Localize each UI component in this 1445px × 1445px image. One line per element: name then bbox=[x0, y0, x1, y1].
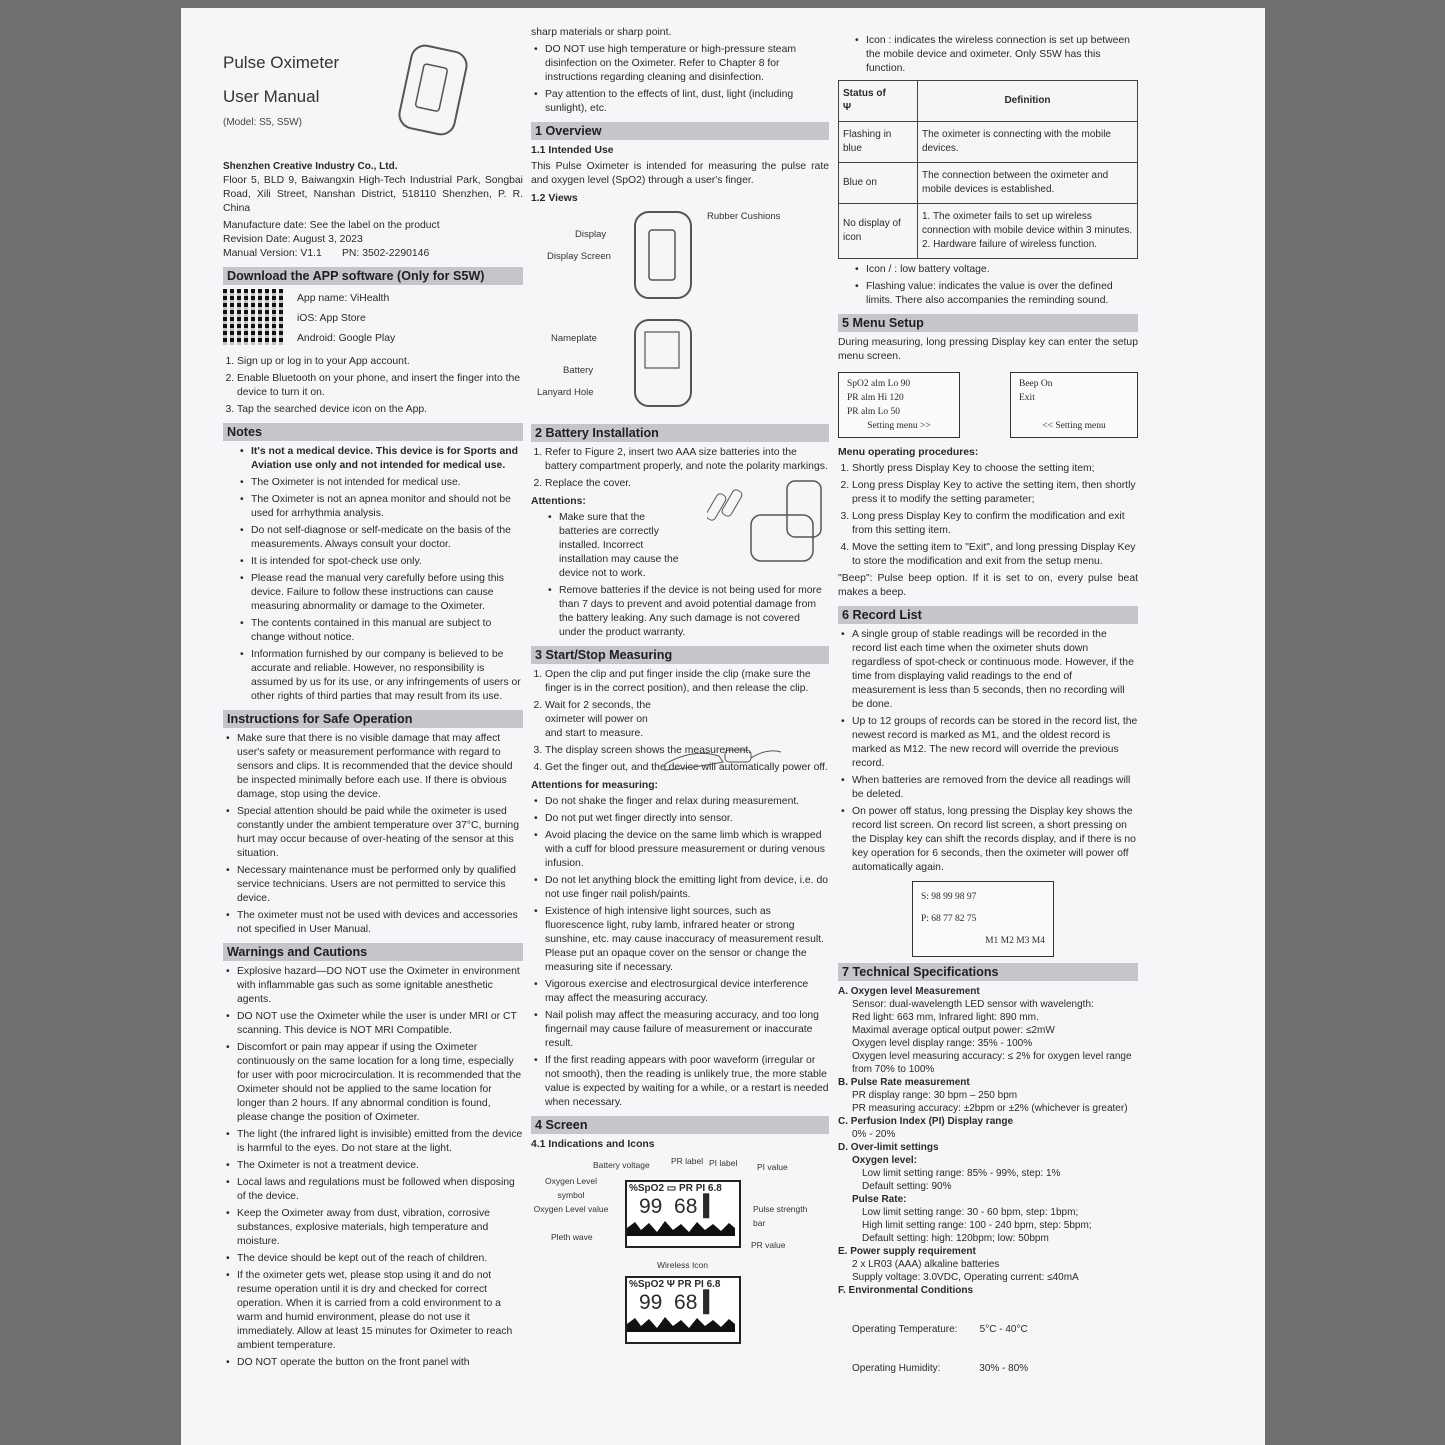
table-cell: 1. The oximeter fails to set up wireless connection with mobile device within 3 minutes. 2. Hardware failure of wireless function. bbox=[918, 204, 1138, 259]
record-list bbox=[838, 628, 1138, 875]
table-row bbox=[839, 163, 1138, 204]
qr-code-icon bbox=[223, 289, 283, 345]
measuring-item: • Do not let anything block the emitting light from device, i.e. do not use finger nail polish/paints. bbox=[545, 874, 829, 902]
cont-line: sharp materials or sharp point. bbox=[531, 27, 672, 38]
lcd-battery-icon: ▭ bbox=[666, 1183, 677, 1194]
label-pi-value: PI value bbox=[757, 1162, 788, 1172]
title-line2: User Manual bbox=[223, 87, 320, 106]
views-figure bbox=[531, 208, 829, 418]
table-header-status: Status of bbox=[843, 88, 886, 99]
safe-item: • The oximeter must not be used with devices and accessories not specified in User Manual. bbox=[237, 909, 523, 937]
spec-line: PR display range: 30 bpm – 250 bpm bbox=[852, 1090, 1018, 1101]
lcd-pr-pi: PR PI 6.8 bbox=[679, 1183, 722, 1194]
lcd-screen-wireless bbox=[625, 1276, 741, 1344]
download-step: 3. Tap the searched device icon on the App. bbox=[237, 403, 523, 417]
spec-line: Operating Temperature: 5°C - 40°C bbox=[852, 1324, 1028, 1335]
cont-item: • DO NOT use high temperature or high-pressure steam disinfection on the Oximeter. Refer to Chapter 8 for instructions regarding cleaning and disinfection. bbox=[545, 43, 829, 85]
record-pr-row: P: 68 77 82 75 bbox=[921, 914, 977, 924]
company-block bbox=[223, 160, 523, 261]
start-step: 1. Open the clip and put finger inside the clip (make sure the finger is in the correct position), and then release the clip. bbox=[545, 668, 829, 696]
oximeter-views-illustration bbox=[629, 208, 699, 408]
measuring-item: • Do not shake the finger and relax during measurement. bbox=[545, 795, 829, 809]
download-heading: Download the APP software (Only for S5W) bbox=[223, 267, 523, 285]
manual-sheet bbox=[181, 8, 1265, 1445]
intended-use-heading: 1.1 Intended Use bbox=[531, 145, 614, 156]
lcd-spo2-label: %SpO2 bbox=[629, 1279, 665, 1290]
app-ios: iOS: App Store bbox=[297, 313, 366, 324]
spec-line: Red light: 663 mm, Infrared light: 890 mm. bbox=[852, 1012, 1039, 1023]
intended-use-text: This Pulse Oximeter is intended for measuring the pulse rate and oxygen level (SpO2) through a user's finger. bbox=[531, 161, 829, 186]
menu-line: SpO2 alm Lo 90 bbox=[847, 379, 911, 389]
setting-menu-screen-2 bbox=[1010, 372, 1138, 438]
note-item: • The contents contained in this manual are subject to change without notice. bbox=[251, 617, 523, 645]
spec-line: High limit setting range: 100 - 240 bpm, step: 5bpm; bbox=[862, 1220, 1092, 1231]
download-step: 1. Sign up or log in to your App account. bbox=[237, 355, 523, 369]
label-battery: Battery bbox=[563, 365, 594, 376]
attentions-heading: Attentions: bbox=[531, 496, 586, 507]
wireless-icon-note: • Icon : indicates the wireless connection is set up between the mobile device and oximeter. Only S5W has this function. bbox=[866, 34, 1138, 76]
start-step: 2. Wait for 2 seconds, the oximeter will power on and start to measure. bbox=[545, 699, 657, 741]
spec-line: PR measuring accuracy: ±2bpm or ±2% (whichever is greater) bbox=[852, 1103, 1128, 1114]
warning-item: • DO NOT operate the button on the front panel with bbox=[237, 1356, 523, 1370]
label-pleth: Pleth wave bbox=[551, 1232, 593, 1242]
label-display-screen: Display Screen bbox=[547, 251, 611, 262]
label-wireless: Wireless Icon bbox=[657, 1260, 709, 1270]
revision-date: Revision Date: August 3, 2023 bbox=[223, 234, 363, 245]
pleth-wave-icon bbox=[627, 1314, 735, 1332]
table-cell: The oximeter is connecting with the mobile devices. bbox=[918, 122, 1138, 163]
table-header bbox=[839, 81, 918, 122]
indicator-list bbox=[838, 263, 1138, 308]
record-heading: 6 Record List bbox=[838, 606, 1138, 624]
measuring-item: • Avoid placing the device on the same limb which is wrapped with a cuff for blood pressure measurement or during venous infusion. bbox=[545, 829, 829, 871]
warning-item: • Local laws and regulations must be followed when disposing of the device. bbox=[237, 1176, 523, 1204]
notes-list bbox=[223, 445, 523, 704]
spec-heading: F. Environmental Conditions bbox=[838, 1285, 974, 1296]
spec-line: Oxygen level: bbox=[852, 1155, 918, 1166]
app-android: Android: Google Play bbox=[297, 333, 396, 344]
menu-line: << Setting menu bbox=[1042, 421, 1106, 431]
warning-item: • Discomfort or pain may appear if using the Oximeter continuously on the same location for a long time, especially for user with poor microcirculation. It is recommended that the Oximeter should not be applied to the same location for longer than 2 hours. If any abnormal condition is found, please change the position of Oximeter. bbox=[237, 1041, 523, 1125]
lcd-spo2-label: %SpO2 bbox=[629, 1183, 665, 1194]
battery-step: 1. Refer to Figure 2, insert two AAA size batteries into the battery compartment properly, and note the polarity markings. bbox=[545, 446, 829, 474]
cont-list bbox=[531, 43, 829, 116]
spec-line: Default setting: high: 120bpm; low: 50bpm bbox=[862, 1233, 1049, 1244]
start-step: 4. Get the finger out, and the device will automatically power off. bbox=[545, 761, 829, 775]
start-stop-heading: 3 Start/Stop Measuring bbox=[531, 646, 829, 664]
spec-list bbox=[838, 985, 1138, 1401]
record-spo2-row: S: 98 99 98 97 bbox=[921, 892, 977, 902]
label-battery-voltage: Battery voltage bbox=[593, 1160, 650, 1170]
spec-heading: D. Over-limit settings bbox=[838, 1142, 939, 1153]
pulse-bar-icon: ▍ bbox=[703, 1195, 720, 1218]
spec-heading: B. Pulse Rate measurement bbox=[838, 1077, 970, 1088]
spec-line: Default setting: 90% bbox=[862, 1181, 952, 1192]
pleth-wave-icon bbox=[627, 1218, 735, 1236]
spec-line: Pulse Rate: bbox=[852, 1194, 907, 1205]
spec-line: Low limit setting range: 85% - 99%, step: 1% bbox=[862, 1168, 1061, 1179]
low-battery-note: • Icon / : low battery voltage. bbox=[866, 263, 1138, 277]
download-step: 2. Enable Bluetooth on your phone, and insert the finger into the device to turn it on. bbox=[237, 372, 523, 400]
column-right bbox=[838, 34, 1138, 1401]
title-line1: Pulse Oximeter bbox=[223, 53, 340, 72]
menu-line: Beep On bbox=[1019, 379, 1053, 389]
menu-screens bbox=[838, 372, 1138, 438]
pulse-bar-icon: ▍ bbox=[703, 1291, 720, 1314]
company-name: Shenzhen Creative Industry Co., Ltd. bbox=[223, 161, 398, 172]
warning-item: • Explosive hazard—DO NOT use the Oximeter in environment with inflammable gas such as some ignitable anesthetic agents. bbox=[237, 965, 523, 1007]
label-pr-value: PR value bbox=[751, 1240, 786, 1250]
attentions-measuring-heading: Attentions for measuring: bbox=[531, 780, 659, 791]
note-item: • Do not self-diagnose or self-medicate on the basis of the measurements. Always consult your doctor. bbox=[251, 524, 523, 552]
company-address: Floor 5, BLD 9, Baiwangxin High-Tech Industrial Park, Songbai Road, Xili Street, Nanshan District, 518110 Shenzhen, P. R. China bbox=[223, 175, 523, 214]
table-cell: No display of icon bbox=[839, 204, 918, 259]
attention-list bbox=[531, 584, 829, 640]
screen-heading: 4 Screen bbox=[531, 1116, 829, 1134]
label-rubber: Rubber Cushions bbox=[707, 211, 781, 222]
download-steps bbox=[223, 355, 523, 417]
safe-item: • Special attention should be paid while the oximeter is used constantly under the ambient temperature over 37°C, burning hurt may occur because of over-heating of the sensor at this situation. bbox=[237, 805, 523, 861]
spec-heading: E. Power supply requirement bbox=[838, 1246, 976, 1257]
beep-note: "Beep": Pulse beep option. If it is set to on, every pulse beat makes a beep. bbox=[838, 573, 1138, 598]
battery-install-illustration bbox=[707, 475, 829, 571]
flashing-note: • Flashing value: indicates the value is over the defined limits. There also accompanies the reminding sound. bbox=[866, 280, 1138, 308]
cont-item: • Pay attention to the effects of lint, dust, light (including sunlight), etc. bbox=[545, 88, 829, 116]
lcd-spo2-value: 99 bbox=[639, 1291, 663, 1314]
procedure-step: 4. Move the setting item to "Exit", and long pressing Display Key to store the modification and exit from the setup menu. bbox=[852, 541, 1138, 569]
label-pr: PR label bbox=[671, 1156, 704, 1166]
menu-line: PR alm Lo 50 bbox=[847, 407, 901, 417]
lcd-pr-pi: PR PI 6.8 bbox=[677, 1279, 721, 1290]
lcd-pr-value: 68 bbox=[674, 1291, 698, 1314]
table-row bbox=[839, 204, 1138, 259]
attention-item: • Remove batteries if the device is not being used for more than 7 days to prevent and avoid potential damage from the battery leaking. Any such damage is not covered under the product warranty. bbox=[559, 584, 829, 640]
warning-item: • DO NOT use the Oximeter while the user is under MRI or CT scanning. This device is NOT MRI Compatible. bbox=[237, 1010, 523, 1038]
menu-line: PR alm Hi 120 bbox=[847, 393, 904, 403]
menu-line: Exit bbox=[1019, 393, 1035, 403]
attention-item: • Make sure that the batteries are correctly installed. Incorrect installation may cause the device not to work. bbox=[559, 511, 679, 581]
column-middle bbox=[531, 26, 829, 1354]
menu-line: Setting menu >> bbox=[867, 421, 931, 431]
wireless-icon: Ψ bbox=[843, 102, 852, 113]
procedure-step: 2. Long press Display Key to active the setting item, then shortly press it to modify the setting parameter; bbox=[852, 479, 1138, 507]
wireless-icon: Ψ bbox=[666, 1279, 675, 1290]
note-item: • The Oximeter is not intended for medical use. bbox=[251, 476, 523, 490]
label-oxygen-value: Oxygen Level value bbox=[533, 1204, 609, 1214]
spec-line: Supply voltage: 3.0VDC, Operating current: ≤40mA bbox=[852, 1272, 1079, 1283]
views-heading: 1.2 Views bbox=[531, 193, 578, 204]
warnings-list bbox=[223, 965, 523, 1370]
oximeter-illustration bbox=[391, 42, 473, 138]
table-cell: The connection between the oximeter and mobile devices is established. bbox=[918, 163, 1138, 204]
tech-spec-heading: 7 Technical Specifications bbox=[838, 963, 1138, 981]
measuring-list bbox=[531, 795, 829, 1110]
measuring-item: • Nail polish may affect the measuring accuracy, and too long fingernail may cause failure of measurement or inaccurate result. bbox=[545, 1009, 829, 1051]
label-pulse-bar: Pulse strength bar bbox=[753, 1204, 808, 1228]
manufacture-date: Manufacture date: See the label on the product bbox=[223, 220, 440, 231]
warning-item: • The device should be kept out of the reach of children. bbox=[237, 1252, 523, 1266]
record-item: • A single group of stable readings will be recorded in the record list each time when the oximeter shuts down regardless of spot-check or continuous mode. However, if the time from displaying valid readings to the end of measurement is less than 5 seconds, then no recording will be done. bbox=[852, 628, 1138, 712]
label-nameplate: Nameplate bbox=[551, 333, 597, 344]
procedure-step: 1. Shortly press Display Key to choose the setting item; bbox=[852, 462, 1138, 476]
battery-heading: 2 Battery Installation bbox=[531, 424, 829, 442]
record-labels-row: M1 M2 M3 M4 bbox=[985, 936, 1045, 946]
warnings-heading: Warnings and Cautions bbox=[223, 943, 523, 961]
safe-operation-heading: Instructions for Safe Operation bbox=[223, 710, 523, 728]
menu-procedures bbox=[838, 462, 1138, 569]
lcd-pr-value: 68 bbox=[674, 1195, 698, 1218]
label-display: Display bbox=[575, 229, 607, 240]
spec-line: Oxygen level measuring accuracy: ≤ 2% for oxygen level range from 70% to 100% bbox=[852, 1051, 1132, 1075]
spec-line: 2 x LR03 (AAA) alkaline batteries bbox=[852, 1259, 1000, 1270]
record-item: • When batteries are removed from the device all readings will be deleted. bbox=[852, 774, 1138, 802]
spec-line: 0% - 20% bbox=[852, 1129, 896, 1140]
indications-heading: 4.1 Indications and Icons bbox=[531, 1139, 655, 1150]
battery-attentions bbox=[531, 511, 829, 640]
battery-step: 2. Replace the cover. bbox=[545, 477, 829, 491]
warning-item: • Keep the Oximeter away from dust, vibration, corrosive substances, explosive materials, high temperature and moisture. bbox=[237, 1207, 523, 1249]
label-lanyard: Lanyard Hole bbox=[537, 387, 594, 398]
notes-heading: Notes bbox=[223, 423, 523, 441]
table-row bbox=[839, 122, 1138, 163]
note-item: • It is intended for spot-check use only. bbox=[251, 555, 523, 569]
table-cell: Flashing in blue bbox=[839, 122, 918, 163]
measuring-item: • Do not put wet finger directly into sensor. bbox=[545, 812, 829, 826]
safe-item: • Necessary maintenance must be performed only by qualified service technicians. Users are not permitted to service this device. bbox=[237, 864, 523, 906]
spec-line: Maximal average optical output power: ≤2mW bbox=[852, 1025, 1055, 1036]
part-number: PN: 3502-2290146 bbox=[342, 248, 430, 259]
spec-heading: A. Oxygen level Measurement bbox=[838, 986, 980, 997]
menu-heading: 5 Menu Setup bbox=[838, 314, 1138, 332]
column-left bbox=[223, 44, 523, 1373]
warning-item: • If the oximeter gets wet, please stop using it and do not resume operation until it is dry and checked for correct operation. When it is carried from a cold environment to a warm and humid environment, please do not use it immediately. Allow at least 15 minutes for Oximeter to reach ambient temperature. bbox=[237, 1269, 523, 1353]
model-text: (Model: S5, S5W) bbox=[223, 117, 302, 128]
start-step: 3. The display screen shows the measurement. bbox=[545, 744, 829, 758]
spec-line: Sensor: dual-wavelength LED sensor with wavelength: bbox=[852, 999, 1094, 1010]
lcd-screen bbox=[625, 1180, 741, 1248]
note-item: • Information furnished by our company is believed to be accurate and reliable. However, no responsibility is assumed by us for its use, or any infringements of users or other rights of third parties that may result from its use. bbox=[251, 648, 523, 704]
record-list-screen bbox=[912, 881, 1054, 957]
label-oxygen-symbol: Oxygen Level symbol bbox=[545, 1176, 597, 1200]
menu-procedures-heading: Menu operating procedures: bbox=[838, 447, 979, 458]
record-item: • Up to 12 groups of records can be stored in the record list, the newest record is marked as M1, and the oldest record is marked as M12. The new record will override the previous record. bbox=[852, 715, 1138, 771]
label-pi: PI label bbox=[709, 1158, 738, 1168]
setting-menu-screen-1 bbox=[838, 372, 960, 438]
table-cell: Blue on bbox=[839, 163, 918, 204]
app-info bbox=[223, 289, 523, 349]
menu-text: During measuring, long pressing Display key can enter the setup menu screen. bbox=[838, 337, 1138, 362]
safe-item: • Make sure that there is no visible damage that may affect user's safety or measurement performance with regard to sensors and clips. It is recommended that the device should be inspected minimally before each use. If there is obvious damage, stop using the device. bbox=[237, 732, 523, 802]
spec-heading: C. Perfusion Index (PI) Display range bbox=[838, 1116, 1014, 1127]
overview-heading: 1 Overview bbox=[531, 122, 829, 140]
record-item: • On power off status, long pressing the Display key shows the record list screen. On record list screen, a short pressing on the Display key can shift the records display, and if there is no key operation for 6 seconds, then the oximeter will power off automatically again. bbox=[852, 805, 1138, 875]
spec-line: Oxygen level display range: 35% - 100% bbox=[852, 1038, 1033, 1049]
measuring-item: • Existence of high intensive light sources, such as fluorescence light, ruby lamb, infrared heater or strong sunshine, etc. may cause inaccuracy of measurement result. Please put an opaque cover on the sensor or change the measuring site if necessary. bbox=[545, 905, 829, 975]
screen-diagram bbox=[531, 1154, 829, 1354]
note-item: • The Oximeter is not an apnea monitor and should not be used for arrhythmia analysis. bbox=[251, 493, 523, 521]
spec-line: Operating Humidity: 30% - 80% bbox=[852, 1363, 1029, 1374]
app-name: App name: ViHealth bbox=[297, 293, 390, 304]
note-item: • Please read the manual very carefully before using this device. Failure to follow these instructions can cause measuring abnormality or damage to the Oximeter. bbox=[251, 572, 523, 614]
spec-line: Low limit setting range: 30 - 60 bpm, step: 1bpm; bbox=[862, 1207, 1079, 1218]
procedure-step: 3. Long press Display Key to confirm the modification and exit from this setting item. bbox=[852, 510, 1138, 538]
measuring-item: • If the first reading appears with poor waveform (irregular or not smooth), then the reading is unlikely true, the more stable value is expected by waiting for a while, or a restart is needed when necessary. bbox=[545, 1054, 829, 1110]
finger-insert-illustration bbox=[663, 738, 783, 778]
icon-list bbox=[838, 34, 1138, 76]
wireless-status-table bbox=[838, 80, 1138, 259]
manual-version: Manual Version: V1.1 bbox=[223, 248, 322, 259]
warning-item: • The light (the infrared light is invisible) emitted from the device is harmful to the eyes. Do not stare at the light. bbox=[237, 1128, 523, 1156]
warning-item: • The Oximeter is not a treatment device. bbox=[237, 1159, 523, 1173]
attention-list bbox=[531, 511, 679, 581]
safe-operation-list bbox=[223, 732, 523, 937]
lcd-spo2-value: 99 bbox=[639, 1195, 663, 1218]
note-item: • It's not a medical device. This device is for Sports and Aviation use only and not intended for medical use. bbox=[251, 445, 523, 473]
measuring-item: • Vigorous exercise and electrosurgical device interference may affect the measuring accuracy. bbox=[545, 978, 829, 1006]
table-header-definition: Definition bbox=[918, 81, 1138, 122]
